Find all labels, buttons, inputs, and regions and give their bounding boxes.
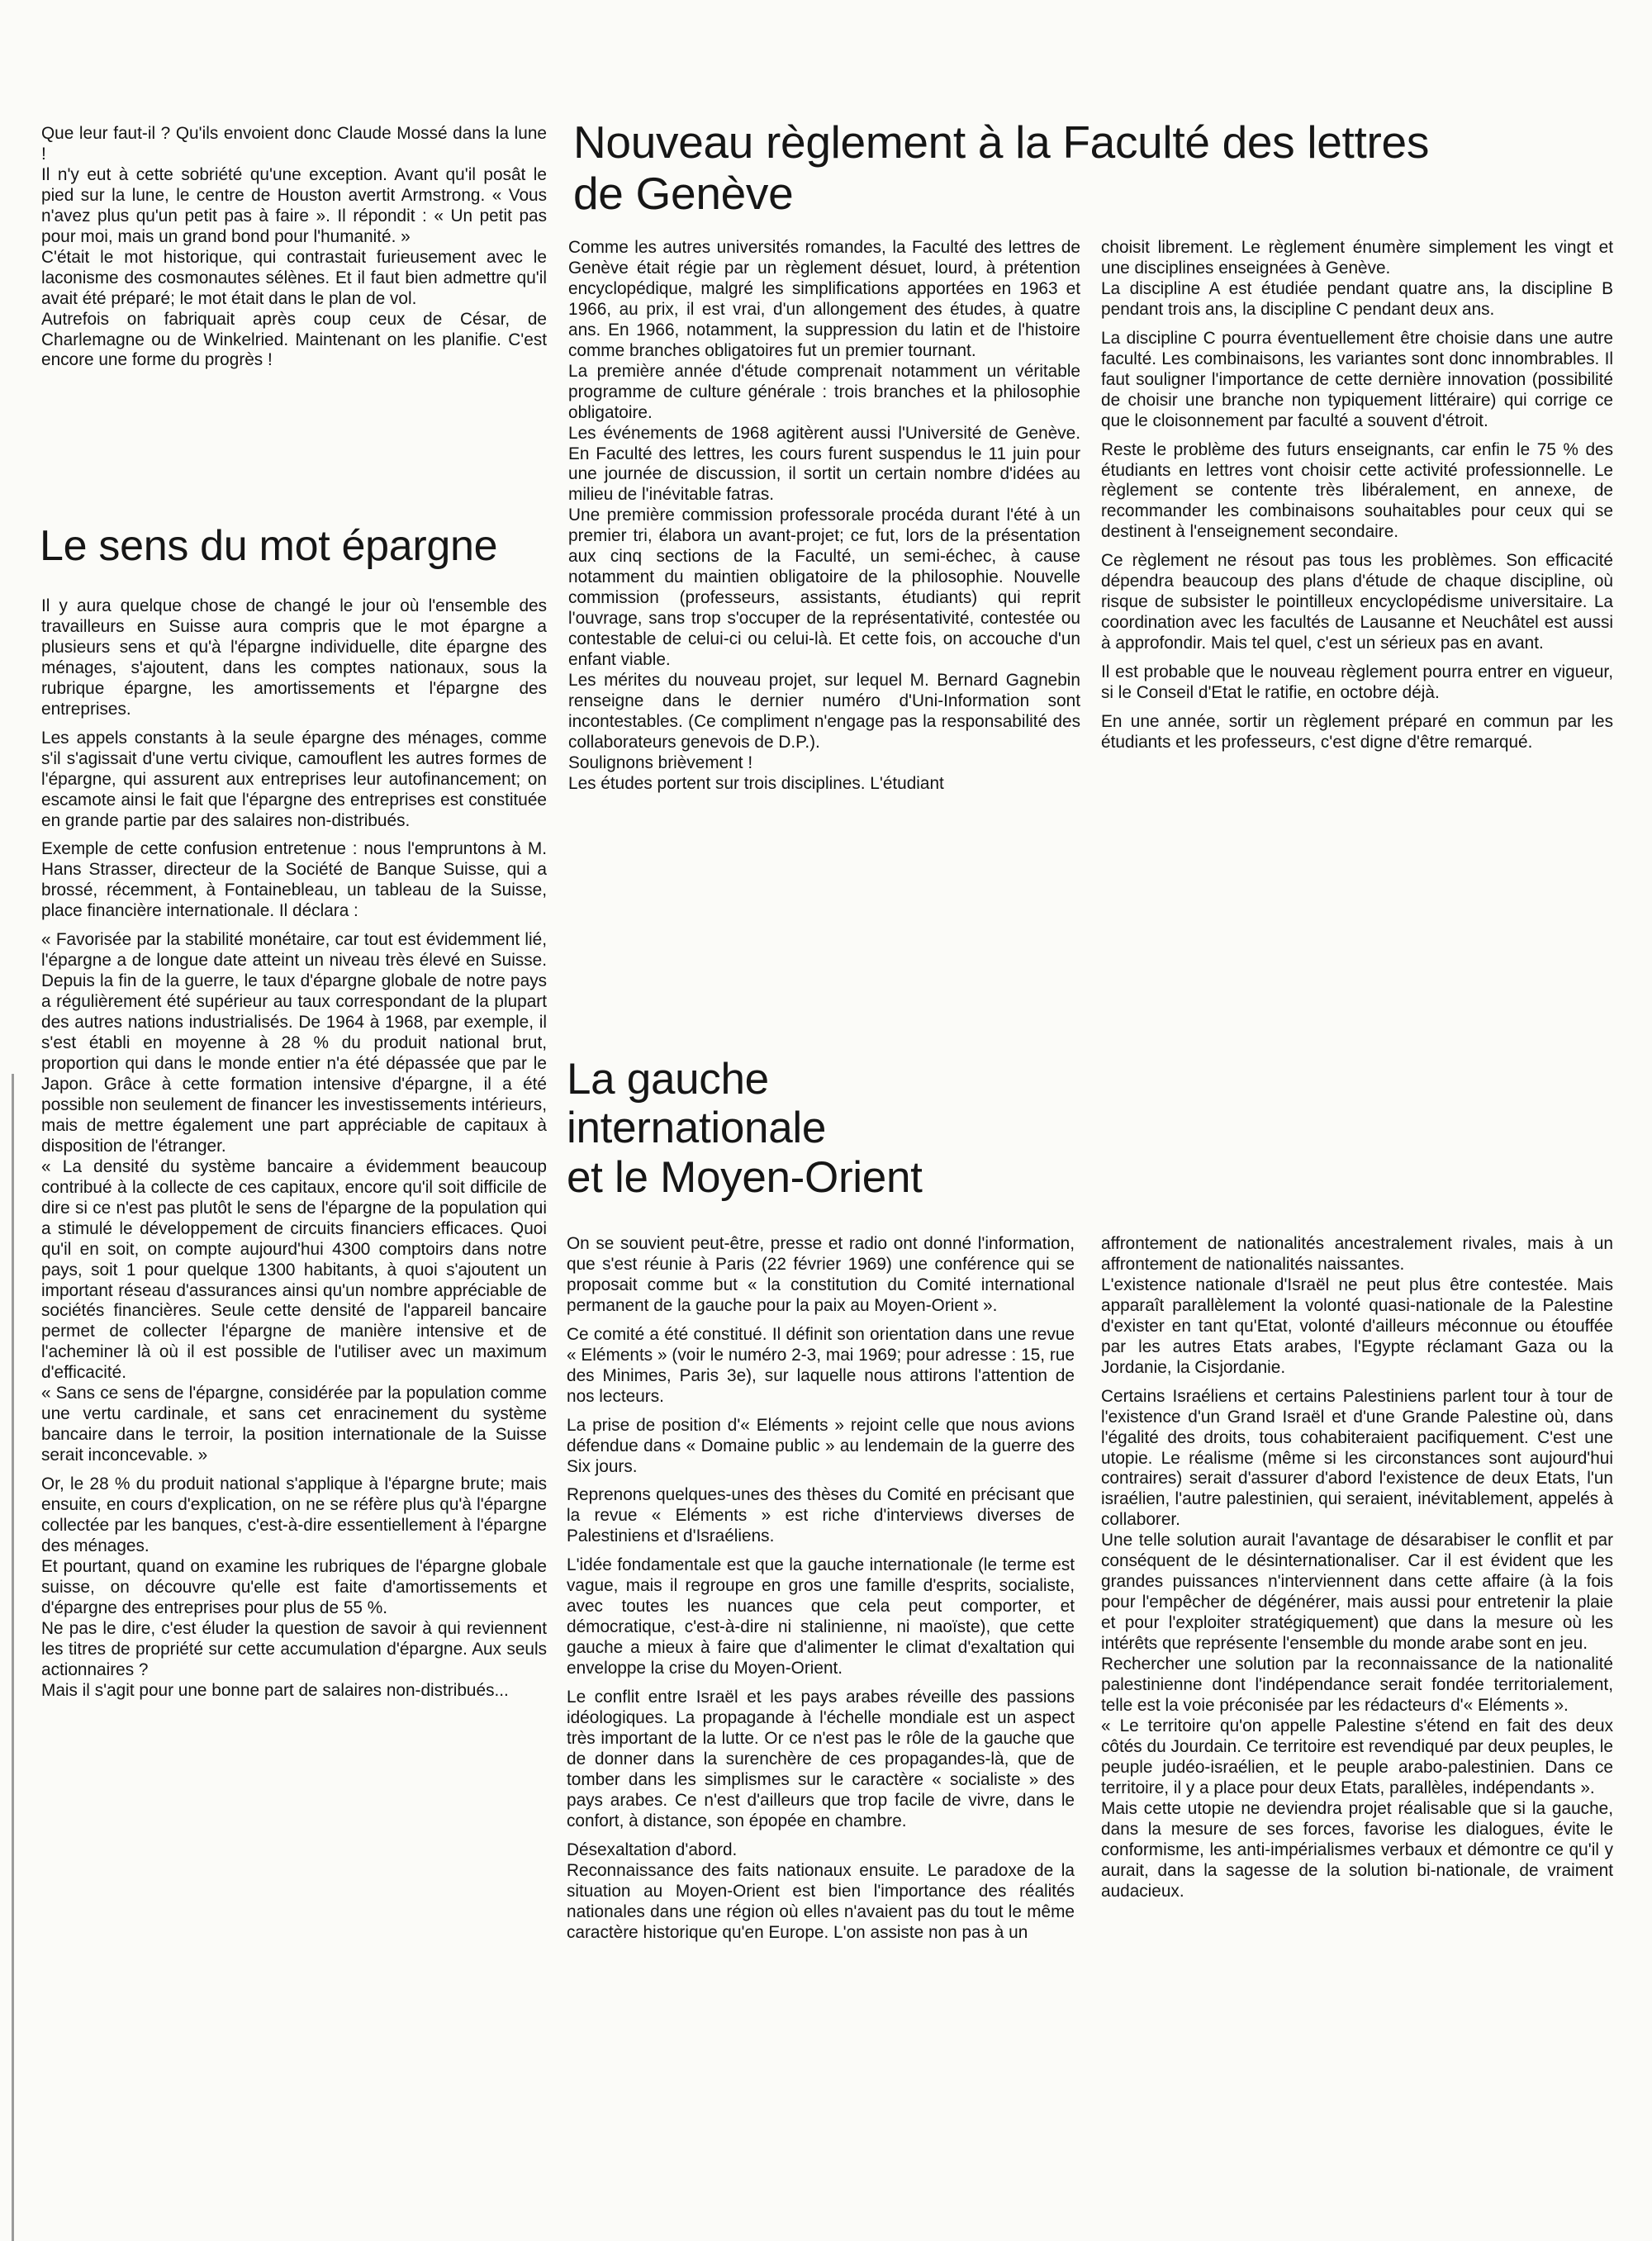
intro-paragraph: Que leur faut-il ? Qu'ils envoient donc Claude Mossé dans la lune ! (41, 124, 547, 164)
gauche-title-line: La gauche (567, 1055, 769, 1104)
intro-paragraph: C'était le mot historique, qui contrastait furieusement avec le laconisme des cosmonautes sélènes. Et il faut bien admettre qu'il avait été préparé; le mot était dans le plan de vol. (41, 247, 547, 308)
gauche-paragraph: Une telle solution aurait l'avantage de désarabiser le conflit et par conséquent de le désinternationaliser. Car il est évident que les grandes puissances n'interviennent dans cette affaire (à la fois pour l'empêcher de dégénérer, mais aussi pour entretenir la plaie et pour l'exploiter stratégiquement) que dans la mesure où les intérêts que représente l'ensemble du monde arabe sont en jeu. (1101, 1531, 1613, 1654)
gauche-paragraph: L'existence nationale d'Israël ne peut plus être contestée. Mais apparaît parallèlement la volonté quasi-nationale de la Palestine d'exister en tant qu'Etat, volonté d'ailleurs méconnue ou étouffée par les autres Etats arabes, l'Egypte réclamant Gaza ou la Jordanie, la Cisjordanie. (1101, 1275, 1613, 1377)
reglement-paragraph: Ce règlement ne résout pas tous les problèmes. Son efficacité dépendra beaucoup des plans d'étude de chaque discipline, où risque de subsister le pointilleux encyclopédisme universitaire. La coordination avec les facultés de Lausanne et Neuchâtel est aussi à approfondir. Mais tel quel, c'est un sérieux pas en avant. (1101, 551, 1613, 653)
reglement-paragraph: choisit librement. Le règlement énumère simplement les vingt et une disciplines enseignées à Genève. (1101, 238, 1613, 278)
epargne-column (41, 596, 547, 1702)
gauche-paragraph: La prise de position d'« Eléments » rejoint celle que nous avions défendue dans « Domaine public » au lendemain de la guerre des Six jours. (567, 1415, 1075, 1476)
epargne-paragraph: « La densité du système bancaire a évidemment beaucoup contribué à la collecte de ces capitaux, encore qu'il soit difficile de dire si ce n'est pas plutôt le sens de l'épargne de la population qui a stimulé le développement de circuits financiers efficaces. Quoi qu'il en soit, on compte aujourd'hui 4300 comptoirs dans notre pays, soit 1 pour quelque 1300 habitants, à quoi s'ajoutent un important réseau d'assurances ainsi qu'un nombre appréciable de sociétés financières. Seule cette densité de l'appareil bancaire permet de collecter l'épargne de manière intensive et de l'acheminer là où il est possible de l'utiliser avec un maximum d'efficacité. (41, 1156, 547, 1383)
gauche-paragraph: Rechercher une solution par la reconnaissance de la nationalité palestinienne dont l'indépendance serait fondée territorialement, telle est la voie préconisée par les rédacteurs d'« Eléments ». (1101, 1655, 1613, 1715)
page-spine-shadow (12, 1074, 14, 2241)
gauche-title-line: et le Moyen-Orient (567, 1152, 923, 1202)
gauche-paragraph: Certains Israéliens et certains Palestiniens parlent tour à tour de l'existence d'un Grand Israël et d'une Grande Palestine où, dans l'égalité des droits, tous cohabiteraient pacifiquement. C'est une utopie. Le réalisme (même si les circonstances sont aujourd'hui contraires) serait d'assurer d'abord l'existence de deux Etats, l'un israélien, l'autre palestinien, qui seraient, inévitablement, appelés à collaborer. (1101, 1386, 1613, 1530)
reglement-title-line: Nouveau règlement à la Faculté des lettres (573, 116, 1430, 168)
gauche-paragraph: Ce comité a été constitué. Il définit son orientation dans une revue « Eléments » (voir le numéro 2-3, mai 1969; pour adresse : 15, rue des Minimes, Paris 3e), sur laquelle nous attirons l'attention de nos lecteurs. (567, 1324, 1075, 1406)
epargne-paragraph: Mais il s'agit pour une bonne part de salaires non-distribués... (41, 1680, 509, 1700)
epargne-paragraph: Et pourtant, quand on examine les rubriques de l'épargne globale suisse, on découvre qu'elle est faite d'amortissements et d'épargne des entreprises pour plus de 55 %. (41, 1556, 547, 1617)
intro-column (41, 124, 547, 371)
epargne-paragraph: Il y aura quelque chose de changé le jour où l'ensemble des travailleurs en Suisse aura compris que le mot épargne a plusieurs sens et qu'à l'épargne individuelle, dite épargne des ménages, s'ajoutent, dans les comptes nationaux, sous la rubrique épargne, les amortissements et l'épargne des entreprises. (41, 596, 547, 719)
reglement-paragraph: Reste le problème des futurs enseignants, car enfin le 75 % des étudiants en lettres vont choisir cette activité professionnelle. Le règlement se contente très libéralement, en annexe, de recommander les combinaisons souhaitables pour ceux qui se destinent à l'enseignement secondaire. (1101, 439, 1613, 542)
gauche-paragraph: Le conflit entre Israël et les pays arabes réveille des passions idéologiques. La propagande à l'échelle mondiale est un aspect très important de la lutte. Or ce n'est pas le rôle de la gauche que de donner dans la surenchère de ces propagandes-là, que de tomber dans les simplismes sur le caractère « socialiste » des pays arabes. Ce n'est d'ailleurs que trop facile de vivre, dans le confort, à distance, son épopée en chambre. (567, 1688, 1075, 1830)
gauche-title (567, 1055, 1145, 1202)
gauche-paragraph: On se souvient peut-être, presse et radio ont donné l'information, que s'est réunie à Paris (22 février 1969) une conférence qui se proposait comme but « la constitution du Comité international permanent de la gauche pour la paix au Moyen-Orient ». (567, 1234, 1075, 1315)
reglement-column-1 (568, 238, 1080, 795)
epargne-paragraph: Les appels constants à la seule épargne des ménages, comme s'il s'agissait d'une vertu civique, camouflent les autres formes de l'épargne, qui assurent aux entreprises leur autofinancement; on escamote ainsi le fait que l'épargne des entreprises est constituée en grande partie par des salaires non-distribués. (41, 728, 547, 830)
gauche-column-1 (567, 1234, 1075, 1944)
reglement-paragraph: Il est probable que le nouveau règlement pourra entrer en vigueur, si le Conseil d'Etat le ratifie, en octobre déjà. (1101, 662, 1613, 703)
reglement-paragraph: Les événements de 1968 agitèrent aussi l'Université de Genève. En Faculté des lettres, les cours furent suspendus le 11 juin pour une journée de discussion, il sortit un certain nombre d'idées au milieu de l'inévitable fatras. (568, 423, 1080, 505)
gauche-paragraph: Désexaltation d'abord. (567, 1840, 738, 1859)
epargne-paragraph: « Favorisée par la stabilité monétaire, car tout est évidemment lié, l'épargne a de longue date atteint un niveau très élevé en Suisse. Depuis la fin de la guerre, le taux d'épargne globale de notre pays a régulièrement été supérieur au taux correspondant de la plupart des autres nations industrialisés. De 1964 à 1968, par exemple, il s'est établi en moyenne à 28 % du produit national brut, proportion qui dans le monde entier n'a été dépassée que par le Japon. Grâce à cette formation intensive d'épargne, il a été possible non seulement de financer les investissements intérieurs, mais de mettre également une part appréciable de capitaux à disposition de l'étranger. (41, 930, 547, 1156)
gauche-paragraph: Reprenons quelques-unes des thèses du Comité en précisant que la revue « Eléments » est riche d'interviews diverses de Palestiniens et d'Israéliens. (567, 1485, 1075, 1546)
epargne-paragraph: Exemple de cette confusion entretenue : nous l'empruntons à M. Hans Strasser, directeur de la Société de Banque Suisse, qui a brossé, récemment, à Fontainebleau, un tableau de la Suisse, place financière internationale. Il déclara : (41, 839, 547, 921)
reglement-paragraph: Les études portent sur trois disciplines. L'étudiant (568, 773, 944, 793)
reglement-paragraph: La première année d'étude comprenait notamment un véritable programme de culture générale : trois branches et la philosophie obligatoire. (568, 361, 1080, 422)
gauche-paragraph: « Le territoire qu'on appelle Palestine s'étend en fait des deux côtés du Jourdain. Ce territoire est revendiqué par deux peuples, le peuple judéo-israélien, et le peuple arabo-palestinien. Dans ce territoire, il y a place pour deux Etats, parallèles, indépendants ». (1101, 1716, 1613, 1797)
reglement-paragraph: Une première commission professorale procéda durant l'été à un premier tri, élabora un avant-projet; ce fut, lors de la présentation aux cinq sections de la Faculté, un semi-échec, à cause notamment du maintien obligatoire de la philosophie. Nouvelle commission (professeurs, assistants, étudiants) qui reprit l'ouvrage, sans trop s'occuper de la représentativité, contestée ou contestable de celui-ci ou celui-là. Et cette fois, on accouche d'un enfant viable. (568, 506, 1080, 670)
reglement-title (573, 117, 1631, 219)
epargne-title: Le sens du mot épargne (40, 522, 498, 570)
reglement-column-2 (1101, 238, 1613, 753)
epargne-paragraph: Or, le 28 % du produit national s'applique à l'épargne brute; mais ensuite, en cours d'explication, on ne se réfère plus qu'à l'épargne collectée par les banques, c'est-à-dire essentiellement à l'épargne des ménages. (41, 1474, 547, 1555)
gauche-paragraph: affrontement de nationalités ancestralement rivales, mais à un affrontement de nationalités naissantes. (1101, 1234, 1613, 1274)
epargne-paragraph: Ne pas le dire, c'est éluder la question de savoir à qui reviennent les titres de propriété sur cette accumulation d'épargne. Aux seuls actionnaires ? (41, 1618, 547, 1679)
intro-paragraph: Il n'y eut à cette sobriété qu'une exception. Avant qu'il posât le pied sur la lune, le centre de Houston avertit Armstrong. « Vous n'avez plus qu'un petit pas à faire ». Il répondit : « Un petit pas pour moi, mais un grand bond pour l'humanité. » (41, 164, 547, 246)
reglement-paragraph: Soulignons brièvement ! (568, 753, 753, 772)
reglement-paragraph: La discipline C pourra éventuellement être choisie dans une autre faculté. Les combinaisons, les variantes sont donc innombrables. Il faut souligner l'importance de cette dernière innovation (possibilité de choisir une branche non typiquement littéraire) qui corrige ce que le cloisonnement par faculté a souvent d'étroit. (1101, 328, 1613, 430)
gauche-paragraph: Reconnaissance des faits nationaux ensuite. Le paradoxe de la situation au Moyen-Orient est bien l'importance des réalités nationales dans une région où elles n'avaient pas du tout le même caractère historique qu'en Europe. L'on assiste non pas à un (567, 1860, 1075, 1942)
gauche-paragraph: Mais cette utopie ne deviendra projet réalisable que si la gauche, dans la mesure de ses forces, favorise les dialogues, évite le conformisme, les anti-impérialismes verbaux et démontre ce qu'il y aurait, dans la sagesse de la solution bi-nationale, de vraiment audacieux. (1101, 1798, 1613, 1901)
reglement-paragraph: Les mérites du nouveau projet, sur lequel M. Bernard Gagnebin renseigne dans le dernier numéro d'Uni-Information sont incontestables. (Ce compliment n'engage pas la responsabilité des collaborateurs genevois de D.P.). (568, 671, 1080, 752)
reglement-paragraph: Comme les autres universités romandes, la Faculté des lettres de Genève était régie par un règlement désuet, lourd, à prétention encyclopédique, malgré les simplifications apportées en 1963 et 1966, au prix, il est vrai, d'un allongement des études, à quatre ans. En 1966, notamment, la suppression du latin et de l'histoire comme branches obligatoires fut un premier tournant. (568, 238, 1080, 360)
gauche-column-2 (1101, 1234, 1613, 1902)
gauche-paragraph: L'idée fondamentale est que la gauche internationale (le terme est vague, mais il regroupe en gros une famille d'esprits, socialiste, avec toutes les nuances que cela peut comporter, et démocratique, c'est-à-dire ni stalinienne, ni maoïste), que cette gauche a mieux à faire que d'alimenter le climat d'exaltation qui enveloppe la crise du Moyen-Orient. (567, 1555, 1075, 1678)
reglement-title-line: de Genève (573, 167, 794, 219)
reglement-paragraph: La discipline A est étudiée pendant quatre ans, la discipline B pendant trois ans, la discipline C pendant deux ans. (1101, 278, 1613, 319)
gauche-title-line: internationale (567, 1104, 827, 1153)
intro-paragraph: Autrefois on fabriquait après coup ceux de César, de Charlemagne ou de Winkelried. Maintenant on les planifie. C'est encore une forme du progrès ! (41, 309, 547, 370)
reglement-paragraph: En une année, sortir un règlement préparé en commun par les étudiants et les professeurs, c'est digne d'être remarqué. (1101, 712, 1613, 752)
epargne-paragraph: « Sans ce sens de l'épargne, considérée par la population comme une vertu cardinale, et sans cet enracinement du système bancaire dans le terroir, la position internationale de la Suisse serait inconcevable. » (41, 1384, 547, 1465)
